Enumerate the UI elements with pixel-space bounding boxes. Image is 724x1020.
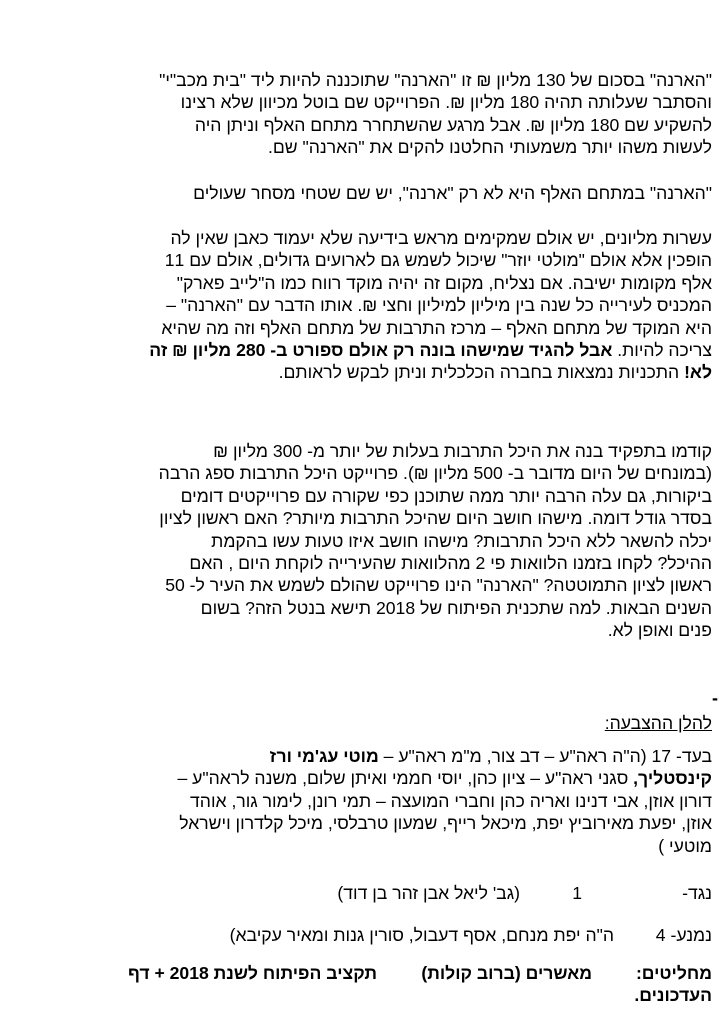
text-line: קודמו בתפקיד בנה את היכל התרבות בעלות של יותר מ- 300 מליון ₪ [213,441,712,461]
text-line: "הארנה" במתחם האלף היא לא רק "ארנה", יש שם שטחי מסחר שעולים [193,183,712,203]
decision-subject-continued: העדכונים. [634,985,712,1006]
vote-abstain-label: נמנע- 4 [655,925,712,945]
text-line: ביקורות, גם עלה הרבה יותר ממה שתוכנן כפי שקורה עם פרוייקטים דומים [180,485,712,506]
paragraph-arena-complex [12,182,712,204]
separator-dash: - [712,688,718,708]
text-emphasis: אבל להגיד שמישהו בונה רק אולם ספורט ב- 280 מליון ₪ זה [149,339,613,360]
text-line: "הארנה" בסכום של 130 מליון ₪ זו "הארנה" שתוכננה להיות ליד "בית מכב"י" [159,70,712,90]
decision-subject: תקציב הפיתוח לשנת 2018 + דף [128,963,377,983]
paragraph-culture-hall [12,440,712,642]
text-line: השנים הבאות. למה שתכנית הפיתוח של 2018 תישא בנטל הזה? בשום [200,597,712,618]
vote-abstain [12,924,712,948]
vote-abstain-names: ה"ה יפת מנחם, אסף דעבול, סורין גנות ומאיר עקיבא) [229,925,614,945]
vote-header: להלן ההצבעה: [604,713,712,733]
text-plain: צריכה להיות. [617,339,712,360]
text-line [12,339,712,361]
text-line: ההיכל? לקחו בזמנו הלוואות פי 2 מהלוואות שהעירייה לוקחת היום , האם [189,552,712,573]
vote-against-names: (גב' ליאל אבן זהר בן דוד) [337,883,520,903]
paragraph-multi-use-hall [12,227,712,384]
text-line: הופכין אלא אולם "מולטי יוזר" שיכול לשמש גם לארועים גדולים, אולם עם 11 [164,250,712,271]
text-line: לעשות משהו יותר משמעותי החלטנו להקים את "הארנה" שם. [267,137,712,158]
paragraph-arena-cost [12,69,712,159]
text-emphasis: מוטי עג'מי ורז [269,746,379,766]
vote-for-prefix: בעד- 17 (ה"ה ראה"ע – דב צור, מ"מ ראה"ע – [383,746,712,766]
decision-label: מחליטים: [635,963,712,983]
decision [12,962,712,1008]
text-emphasis: קינסטליך, [633,768,712,789]
text-plain: התכניות נמצאות בחברה הכלכלית וניתן לבקש לראותם. [278,362,680,383]
text-line: דורון אוזן, אבי דנינו ואריה כהן וחברי המועצה – תמי רונן, לימור גור, אוהד [190,790,712,811]
text-line: אלף מקומות ישיבה. אם נצליח, מקום זה יהיה מוקד רווח כמו ה"לייב פארק" [176,272,712,293]
text-plain: סגני ראה"ע – ציון כהן, יוסי חממי ואיתן שלום, משנה לראה"ע – [177,768,629,789]
text-line: היא המוקד של מתחם האלף – מרכז התרבות של מתחם האלף וזה מה שהיא [161,317,712,338]
text-line: (במונחים של היום מדובר ב- 500 מליון ₪). פרוייקט היכל התרבות ספג הרבה [158,463,712,484]
text-line: המכניס לעירייה כל שנה בין מיליון למיליון וחצי ₪. אותו הדבר עם "הארנה" – [166,295,712,316]
text-line: בסדר גודל דומה. מישהו חושב היום שהיכל התרבות מיותר? האם ראשון לציון [159,508,712,529]
vote-against-label: נגד- [682,883,712,903]
text-line [12,767,712,789]
text-emphasis: לא! [684,362,712,383]
text-line: להשקיע שם 180 מליון ₪. אבל מרגע שהשתחרר מתחם האלף וניתן היה [194,114,712,135]
vote-against [12,882,712,906]
vote-for [12,745,712,857]
text-line: ראשון לציון התמוטטה? "הארנה" הינו פרוייקט שהולם לשמש את העיר ל- 50 [165,575,712,596]
text-line: מוטעי ) [658,835,712,856]
text-line: והסתבר שעלותה תהיה 180 מליון ₪. הפרוייקט שם בוטל מכיוון שלא רצינו [180,92,712,113]
text-line [12,745,712,767]
text-line: עשרות מליונים, יש אולם שמקימים מראש בידיעה שלא יעמוד כאבן שאין לה [170,228,712,248]
decision-approved: מאשרים (ברוב קולות) [421,963,592,983]
text-line [12,361,712,383]
vote-against-count: 1 [572,883,582,903]
text-line: אוזן, יפעת מאירוביץ יפת, מיכאל רייף, שמעון טרבלסי, מיכל קלדרון וישראל [179,813,712,834]
text-line: יכלה להשאר ללא היכל התרבות? מישהו חושב איזו טעות עשו בהקמת [211,530,712,551]
text-line: פנים ואופן לא. [607,620,712,641]
